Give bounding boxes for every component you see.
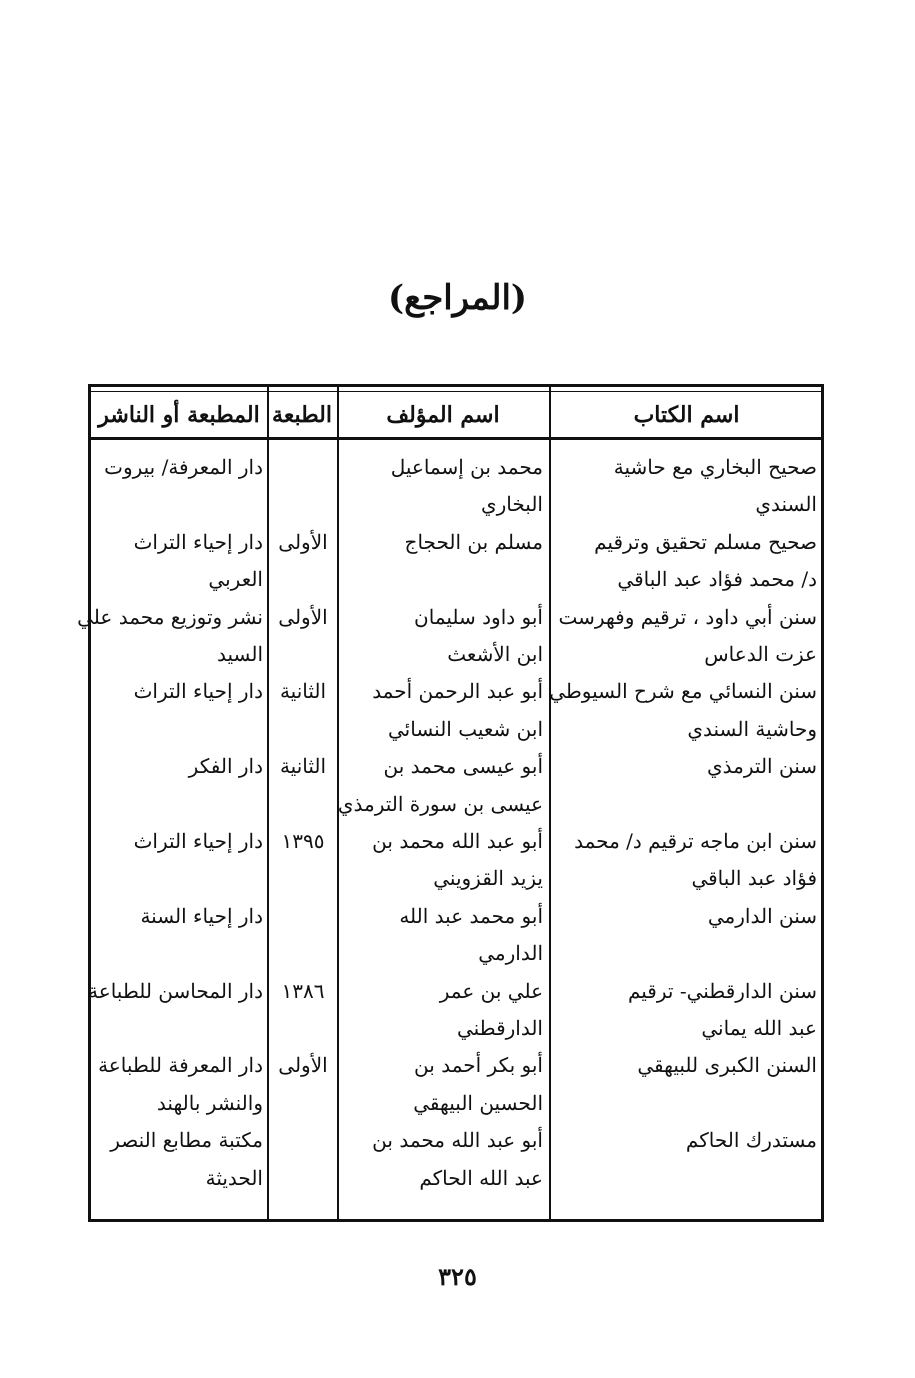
edition-line: ١٣٨٦ (281, 978, 325, 1003)
book-line: د/ محمد فؤاد عبد الباقي (617, 567, 817, 592)
book-line: سنن الترمذي (707, 754, 817, 779)
publisher-line: دار الفكر (188, 754, 263, 779)
book-line: صحيح مسلم تحقيق وترقيم (594, 529, 817, 554)
author-line: يزيد القزويني (433, 866, 543, 891)
author-line: عبد الله الحاكم (419, 1165, 543, 1190)
book-line: السندي (755, 492, 817, 517)
publisher-line: مكتبة مطابع النصر (110, 1128, 263, 1153)
edition-line: الثانية (279, 754, 327, 779)
author-line: أبو داود سليمان (414, 604, 543, 629)
column-divider-edition (267, 387, 269, 1219)
publisher-line: دار إحياء التراث (133, 829, 263, 853)
book-line: سنن النسائي مع شرح السيوطي (549, 679, 817, 704)
publisher-line: السيد (216, 642, 263, 666)
book-line: السنن الكبرى للبيهقي (637, 1053, 817, 1078)
publisher-line: دار إحياء التراث (133, 679, 263, 704)
edition-line: الثانية (279, 679, 327, 704)
book-line: وحاشية السندي (687, 716, 817, 741)
header-edition: الطبعة (272, 402, 332, 428)
author-line: علي بن عمر (439, 978, 543, 1003)
author-line: الحسين البيهقي (413, 1090, 543, 1115)
book-line: سنن الدارمي (707, 903, 817, 928)
author-line: الدارقطني (456, 1016, 543, 1040)
page-title: (المراجع) (388, 278, 527, 318)
author-line: محمد بن إسماعيل (390, 455, 543, 479)
publisher-line: دار إحياء التراث (133, 529, 263, 554)
table-header-row (91, 387, 821, 440)
header-author-name: اسم المؤلف (386, 402, 500, 428)
author-line: أبو عبد الرحمن أحمد (372, 679, 543, 704)
author-line: أبو عبد الله محمد بن (372, 829, 543, 853)
publisher-line: الحديثة (205, 1165, 263, 1190)
publisher-line: دار المعرفة/ بيروت (104, 455, 263, 479)
publisher-line: دار المعرفة للطباعة (98, 1053, 263, 1078)
author-line: أبو بكر أحمد بن (414, 1053, 543, 1078)
edition-line: الأولى (278, 604, 328, 629)
author-line: ابن شعيب النسائي (388, 716, 543, 741)
author-line: مسلم بن الحجاج (404, 529, 543, 554)
author-line: أبو عيسى محمد بن (383, 754, 543, 779)
author-line: البخاري (480, 492, 543, 517)
header-top-rule (91, 391, 821, 392)
edition-line: الأولى (278, 1053, 328, 1078)
book-line: فؤاد عبد الباقي (691, 866, 817, 891)
header-publisher: المطبعة أو الناشر (98, 402, 260, 428)
page-number: ٣٢٥ (438, 1262, 477, 1291)
publisher-line: دار المحاسن للطباعة (88, 978, 263, 1003)
author-line: أبو محمد عبد الله (399, 903, 543, 928)
header-book-name: اسم الكتاب (633, 402, 740, 428)
publisher-line: نشر وتوزيع محمد علي (77, 604, 263, 629)
author-line: أبو عبد الله محمد بن (372, 1128, 543, 1153)
publisher-line: دار إحياء السنة (140, 903, 263, 928)
book-line: صحيح البخاري مع حاشية (613, 455, 817, 479)
book-line: عزت الدعاس (704, 642, 817, 666)
book-line: سنن أبي داود ، ترقيم وفهرست (558, 604, 817, 629)
column-divider-book (549, 387, 551, 1219)
book-line: سنن الدارقطني- ترقيم (627, 978, 817, 1003)
book-line: سنن ابن ماجه ترقيم د/ محمد (574, 829, 817, 853)
author-line: ابن الأشعث (447, 642, 543, 666)
edition-line: ١٣٩٥ (281, 829, 325, 853)
publisher-line: العربي (208, 567, 263, 592)
references-table (77, 384, 824, 1222)
publisher-line: والنشر بالهند (156, 1090, 263, 1115)
edition-line: الأولى (278, 529, 328, 554)
author-line: الدارمي (478, 941, 543, 966)
author-line: عيسى بن سورة الترمذي (337, 791, 543, 816)
book-line: مستدرك الحاكم (685, 1128, 817, 1153)
book-line: عبد الله يماني (701, 1016, 817, 1040)
